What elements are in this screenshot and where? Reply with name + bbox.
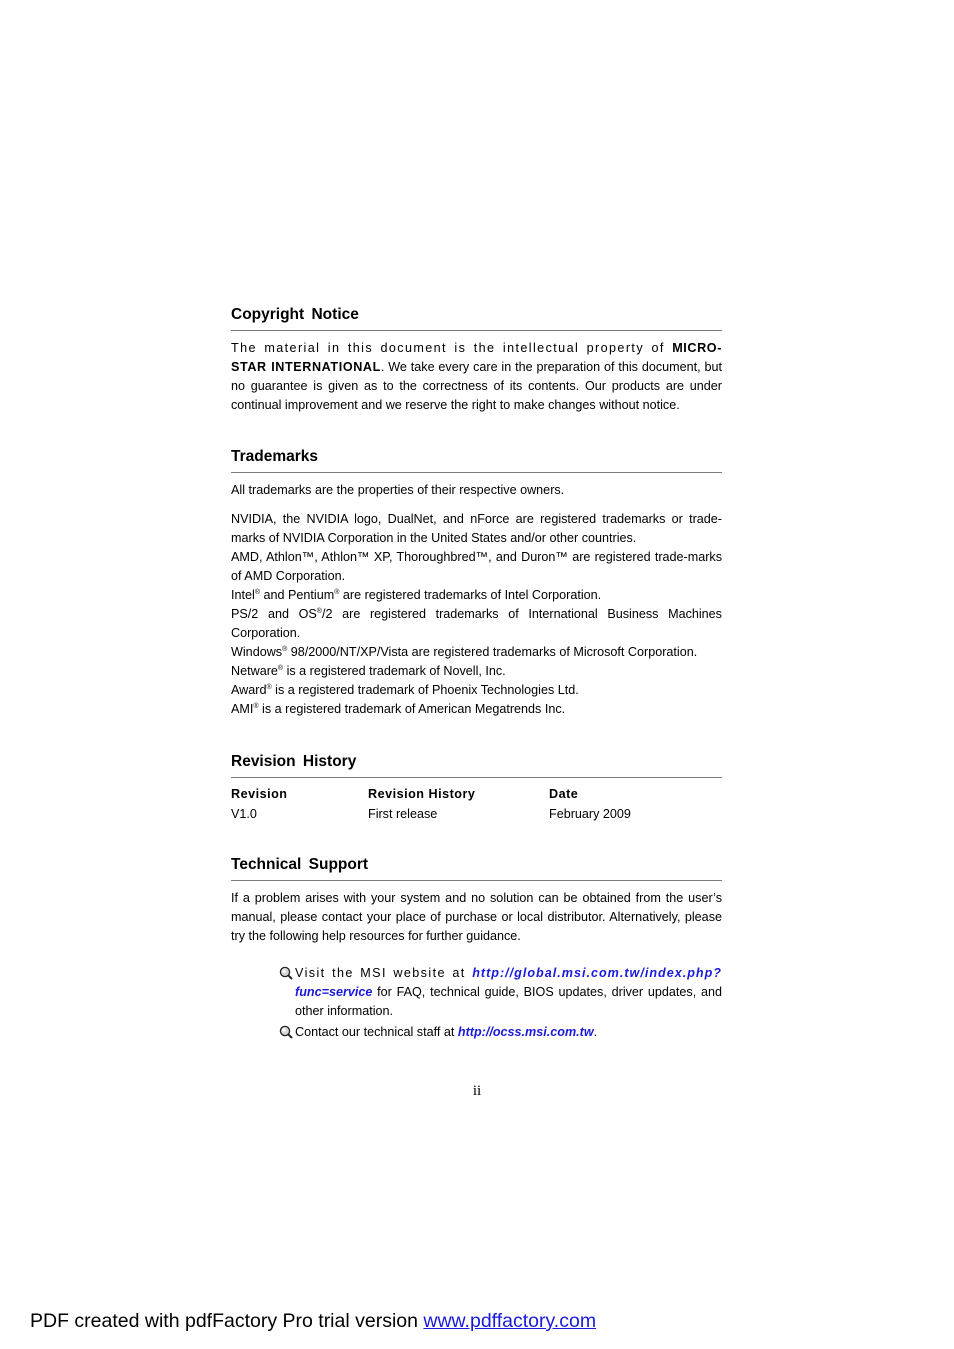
column-header-date: Date: [549, 787, 579, 801]
trademark-amd: AMD, Athlon™, Athlon™ XP, Thoroughbred™, and Duron™ are registered trade-marks of AMD Corporation.: [231, 550, 722, 583]
revision-table-header: [231, 784, 722, 804]
trademark-ibm: PS/2 and OS®/2 are registered trademarks of International Business Machines Corporation.: [231, 607, 722, 640]
pdf-footer: [30, 1310, 596, 1333]
trademark-microsoft: Windows® 98/2000/NT/XP/Vista are registered trademarks of Microsoft Corporation.: [231, 645, 698, 659]
document-body: [231, 305, 722, 1044]
history-cell: First release: [368, 807, 438, 821]
trademark-ami: AMI® is a registered trademark of American Megatrends Inc.: [231, 702, 566, 716]
copyright-intro: The material in this document is the intellectual property of: [231, 341, 673, 355]
revision-cell: V1.0: [231, 807, 257, 821]
trademark-intel: Intel® and Pentium® are registered trademarks of Intel Corporation.: [231, 588, 602, 602]
trademark-phoenix: Award® is a registered trademark of Phoenix Technologies Ltd.: [231, 683, 579, 697]
column-header-history: Revision History: [368, 787, 476, 801]
revision-table: [231, 784, 722, 824]
trademark-list: [231, 510, 722, 719]
support-contact-text: Contact our technical staff at http://ocss.msi.com.tw.: [295, 1025, 598, 1039]
trademarks-intro: All trademarks are the properties of their respective owners.: [231, 483, 565, 497]
support-section: [231, 855, 722, 1042]
revision-section: [231, 752, 722, 855]
magnifier-bullet-icon: [279, 966, 293, 980]
support-website-text: Visit the MSI website at http://global.msi.com.tw/index.php? func=service for FAQ, technical guide, BIOS updates, driver updates, and other information.: [295, 966, 722, 1018]
support-intro: If a problem arises with your system and no solution can be obtained from the user’s manual, please contact your place of purchase or local distributor. Alternatively, please try the following help resources for further guidance.: [231, 891, 722, 943]
trademarks-section: [231, 447, 722, 752]
footer-text: PDF created with pdfFactory Pro trial version: [30, 1310, 424, 1332]
copyright-section: [231, 305, 722, 447]
list-item: [279, 964, 722, 1021]
copyright-paragraph: [231, 339, 722, 415]
column-header-revision: Revision: [231, 787, 288, 801]
revision-title: Revision History: [231, 752, 722, 778]
ocss-link[interactable]: http://ocss.msi.com.tw: [457, 1025, 594, 1039]
support-title: Technical Support: [231, 855, 722, 881]
footer-link[interactable]: www.pdffactory.com: [423, 1310, 597, 1332]
trademarks-title: Trademarks: [231, 447, 722, 473]
copyright-title: Copyright Notice: [231, 305, 722, 331]
support-link[interactable]: http://global.msi.com.tw/index.php?: [472, 966, 722, 980]
company-name: MICRO-STAR INTERNATIONAL: [231, 341, 722, 374]
magnifier-bullet-icon: [279, 1025, 293, 1039]
trademark-nvidia: NVIDIA, the NVIDIA logo, DualNet, and nForce are registered trademarks or trade-marks of NVIDIA Corporation in the United States and/or other countries.: [231, 512, 722, 545]
list-item: [279, 1023, 722, 1042]
page-number: ii: [472, 1083, 482, 1099]
date-cell: February 2009: [549, 807, 631, 821]
trademark-novell: Netware® is a registered trademark of Novell, Inc.: [231, 664, 506, 678]
support-link-func[interactable]: func=service: [295, 985, 373, 999]
table-row: [231, 804, 722, 824]
copyright-body: . We take every care in the preparation of this document, but no guarantee is given as to the correctness of its contents. Our products are under continual improvement and we reserve the right to make changes without notice.: [231, 360, 722, 412]
support-list: [279, 964, 722, 1042]
